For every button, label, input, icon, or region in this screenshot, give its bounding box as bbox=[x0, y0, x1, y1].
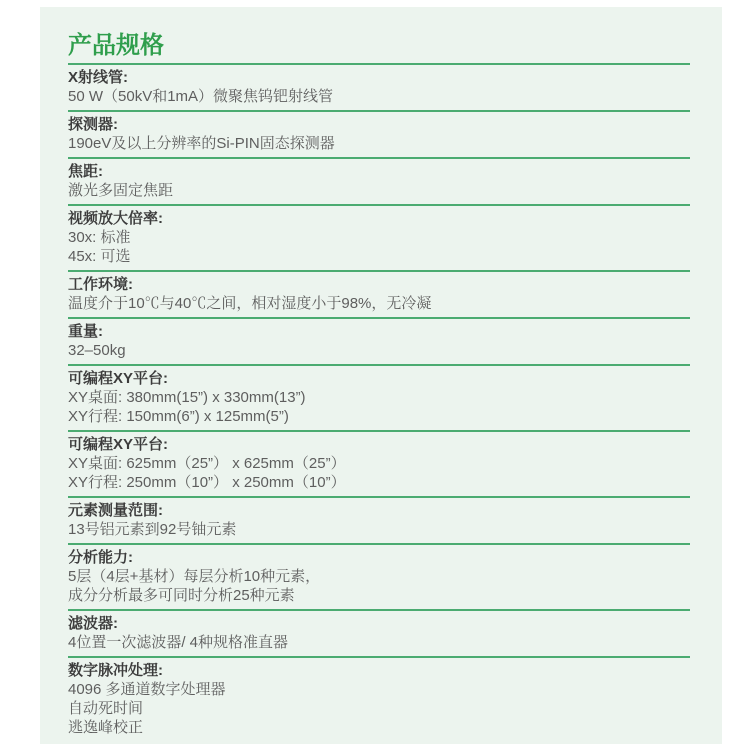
spec-value-line: 32–50kg bbox=[68, 342, 126, 359]
spec-value-line: XY行程: 250mm（10”） x 250mm（10”） bbox=[68, 474, 346, 491]
spec-label: 数字脉冲处理: bbox=[68, 662, 163, 679]
spec-section bbox=[68, 65, 690, 112]
spec-value-line: XY桌面: 380mm(15”) x 330mm(13”) bbox=[68, 389, 306, 406]
spec-section bbox=[68, 498, 690, 545]
spec-label: 焦距: bbox=[68, 163, 103, 180]
spec-label: 分析能力: bbox=[68, 549, 133, 566]
spec-section bbox=[68, 206, 690, 272]
spec-value-line: 温度介于10℃与40℃之间，相对湿度小于98%，无冷凝 bbox=[68, 295, 432, 312]
spec-section bbox=[68, 112, 690, 159]
spec-value-line: XY行程: 150mm(6”) x 125mm(5”) bbox=[68, 408, 289, 425]
spec-value-line: 逃逸峰校正 bbox=[68, 719, 144, 736]
spec-value-line: 13号铝元素到92号铀元素 bbox=[68, 521, 237, 538]
spec-value-line: XY桌面: 625mm（25”） x 625mm（25”） bbox=[68, 455, 346, 472]
spec-value-line: 4位置一次滤波器/ 4种规格准直器 bbox=[68, 634, 289, 651]
spec-section bbox=[68, 272, 690, 319]
spec-section bbox=[68, 611, 690, 658]
page-title: 产品规格 bbox=[68, 7, 690, 65]
spec-value-line: 190eV及以上分辨率的Si-PIN固态探测器 bbox=[68, 135, 335, 152]
spec-value-line: 自动死时间 bbox=[68, 700, 144, 717]
spec-value-line: 4096 多通道数字处理器 bbox=[68, 681, 226, 698]
spec-section bbox=[68, 366, 690, 432]
spec-value-line: 45x: 可选 bbox=[68, 248, 131, 265]
spec-value-line: 30x: 标准 bbox=[68, 229, 131, 246]
spec-label: 视频放大倍率: bbox=[68, 210, 163, 227]
spec-value-line: 成分分析最多可同时分析25种元素 bbox=[68, 587, 295, 604]
spec-value-line: 50 W（50kV和1mA）微聚焦钨钯射线管 bbox=[68, 88, 334, 105]
spec-value-line: 激光多固定焦距 bbox=[68, 182, 174, 199]
spec-section bbox=[68, 319, 690, 366]
spec-label: 滤波器: bbox=[68, 615, 118, 632]
spec-label: 可编程XY平台: bbox=[68, 436, 169, 453]
spec-section bbox=[68, 545, 690, 611]
spec-label: X射线管: bbox=[68, 69, 129, 86]
spec-section bbox=[68, 658, 690, 741]
product-spec-panel bbox=[40, 7, 722, 744]
spec-section-list bbox=[68, 65, 690, 741]
spec-label: 工作环境: bbox=[68, 276, 133, 293]
spec-label: 探测器: bbox=[68, 116, 118, 133]
spec-section bbox=[68, 432, 690, 498]
spec-section bbox=[68, 159, 690, 206]
spec-label: 重量: bbox=[68, 323, 103, 340]
spec-label: 可编程XY平台: bbox=[68, 370, 169, 387]
spec-label: 元素测量范围: bbox=[68, 502, 163, 519]
spec-value-line: 5层（4层+基材）每层分析10种元素， bbox=[68, 568, 321, 585]
